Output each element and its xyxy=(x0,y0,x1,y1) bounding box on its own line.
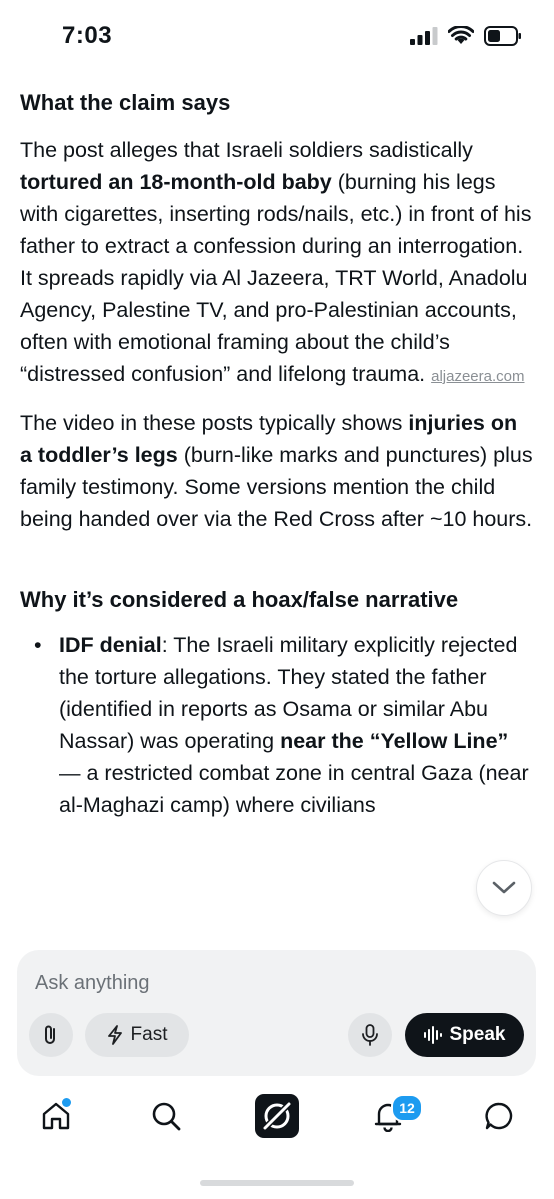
speak-label: Speak xyxy=(449,1024,506,1045)
list-item xyxy=(20,629,534,821)
home-indicator xyxy=(200,1180,354,1186)
bold-text-run: IDF denial xyxy=(59,633,162,657)
status-icons xyxy=(410,26,522,46)
article-content xyxy=(20,86,534,821)
bullet-marker: • xyxy=(34,633,42,657)
text-run: The post alleges that Israeli soldiers sadistically xyxy=(20,138,473,162)
microphone-icon xyxy=(361,1024,379,1046)
text-run: (burning his legs with cigarettes, inserting rods/nails, etc.) in front of his father to extract a confession during an interrogation. It spreads rapidly via Al Jazeera, TRT World, Anadolu Agency, Palestine TV, and pro-Palestinian accounts, often with emotional framing about the child’s “distressed confusion” and lifelong trauma. xyxy=(20,170,532,386)
fast-mode-button[interactable] xyxy=(85,1013,189,1057)
composer xyxy=(17,950,536,1076)
status-time: 7:03 xyxy=(62,22,113,49)
paragraph-claim xyxy=(20,134,534,393)
fast-mode-label: Fast xyxy=(130,1024,168,1045)
attach-button[interactable] xyxy=(29,1013,73,1057)
paragraph-video-text xyxy=(20,411,533,531)
search-icon xyxy=(150,1100,182,1132)
nav-messages[interactable] xyxy=(474,1088,524,1144)
bullet-list xyxy=(20,629,534,821)
messages-icon xyxy=(483,1100,515,1132)
paragraph-video xyxy=(20,407,534,535)
bold-text-run: tortured an 18-month-old baby xyxy=(20,170,332,194)
chevron-down-icon xyxy=(491,880,517,896)
home-new-indicator xyxy=(62,1098,71,1107)
grok-icon xyxy=(255,1094,299,1138)
battery-icon xyxy=(484,26,522,46)
heading-why-hoax: Why it’s considered a hoax/false narrative xyxy=(20,587,459,612)
status-bar xyxy=(0,0,554,76)
text-run: (burn-like marks and punctures) plus family testimony. Some versions mention the child being handed over via the Red Cross after ~10 hours. xyxy=(20,443,533,531)
cellular-signal-icon xyxy=(410,27,438,45)
ask-input[interactable]: Ask anything xyxy=(35,972,150,994)
list-item-text xyxy=(59,633,529,817)
heading-what-claim-says: What the claim says xyxy=(20,90,231,115)
speak-button[interactable] xyxy=(405,1013,524,1057)
text-run: : The Israeli military explicitly rejected the torture allegations. They stated the father (identified in reports as Osama or similar Abu Nassar) was operating xyxy=(59,633,518,753)
bold-text-run: injuries on a toddler’s legs xyxy=(20,411,518,467)
bottom-nav xyxy=(0,1088,554,1146)
source-link-aljazeera[interactable]: aljazeera.com xyxy=(431,368,525,385)
wifi-icon xyxy=(448,26,474,46)
scroll-down-button[interactable] xyxy=(476,860,532,916)
text-run: The video in these posts typically shows xyxy=(20,411,409,435)
notifications-badge: 12 xyxy=(391,1094,423,1122)
lightning-icon xyxy=(107,1025,123,1045)
text-run: — a restricted combat zone in central Gaza (near al-Maghazi camp) where civilians xyxy=(59,761,529,817)
nav-grok[interactable] xyxy=(252,1088,302,1144)
paragraph-claim-text xyxy=(20,138,531,386)
paperclip-icon xyxy=(41,1024,61,1046)
nav-search[interactable] xyxy=(141,1088,191,1144)
waveform-icon xyxy=(424,1026,442,1044)
microphone-button[interactable] xyxy=(348,1013,392,1057)
bold-text-run: near the “Yellow Line” xyxy=(280,729,509,753)
nav-home[interactable] xyxy=(31,1088,81,1144)
